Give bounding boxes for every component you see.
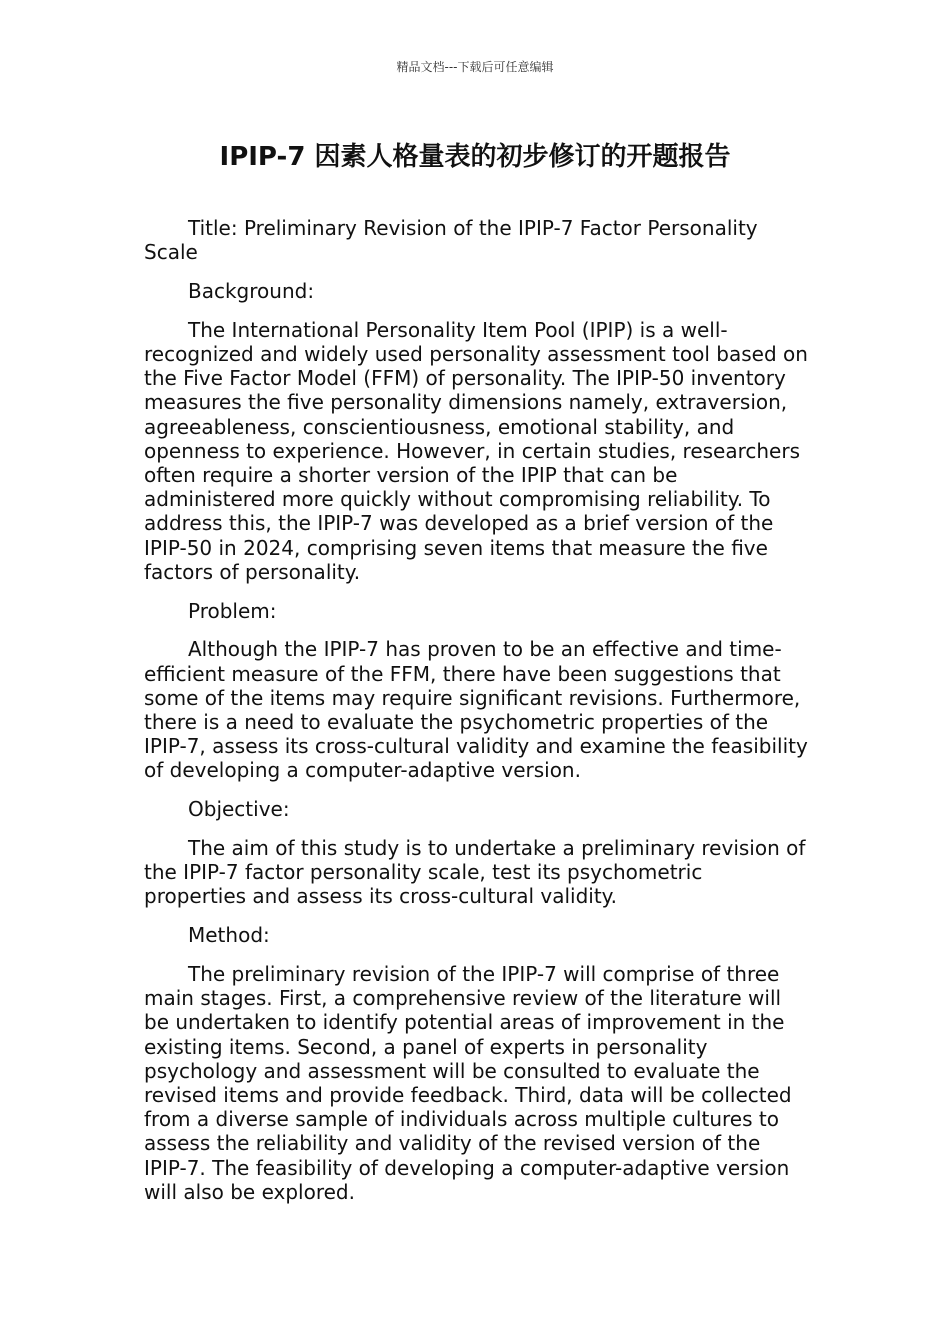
section-heading-objective: Objective:: [188, 797, 290, 822]
document-body: [144, 216, 808, 1219]
document-title: IPIP-7 因素人格量表的初步修订的开题报告: [219, 142, 731, 172]
background-paragraph: The International Personality Item Pool (IPIP) is a well-recognized and widely used personality assessment tool based on the Five Factor Model (FFM) of personality. The IPIP-50 inventory measures the five personality dimensions namely, extraversion, agreeableness, conscientiousness, emotional stability, and openness to experience. However, in certain studies, researchers often require a shorter version of the IPIP that can be administered more quickly without compromising reliability. To address this, the IPIP-7 was developed as a brief version of the IPIP-50 in 2024, comprising seven items that measure the five factors of personality.: [144, 317, 808, 584]
objective-paragraph: The aim of this study is to undertake a preliminary revision of the IPIP-7 factor personality scale, test its psychometric properties and assess its cross-cultural validity.: [144, 836, 806, 909]
problem-paragraph: Although the IPIP-7 has proven to be an effective and time-efficient measure of the FFM, there have been suggestions that some of the items may require significant revisions. Furthermore, there is a need to evaluate the psychometric properties of the IPIP-7, assess its cross-cultural validity and examine the feasibility of developing a computer-adaptive version.: [144, 637, 808, 783]
section-heading-problem: Problem:: [188, 598, 277, 623]
method-paragraph: The preliminary revision of the IPIP-7 will comprise of three main stages. First, a comprehensive review of the literature will be undertaken to identify potential areas of improvement in the existing items. Second, a panel of experts in personality psychology and assessment will be consulted to evaluate the revised items and provide feedback. Third, data will be collected from a diverse sample of individuals across multiple cultures to assess the reliability and validity of the revised version of the IPIP-7. The feasibility of developing a computer-adaptive version will also be explored.: [144, 962, 792, 1204]
section-heading-method: Method:: [188, 923, 270, 948]
section-heading-background: Background:: [188, 279, 315, 303]
title-line: Title: Preliminary Revision of the IPIP-7 Factor Personality Scale: [144, 216, 758, 265]
header-note: 精品文档---下载后可任意编辑: [396, 60, 554, 74]
